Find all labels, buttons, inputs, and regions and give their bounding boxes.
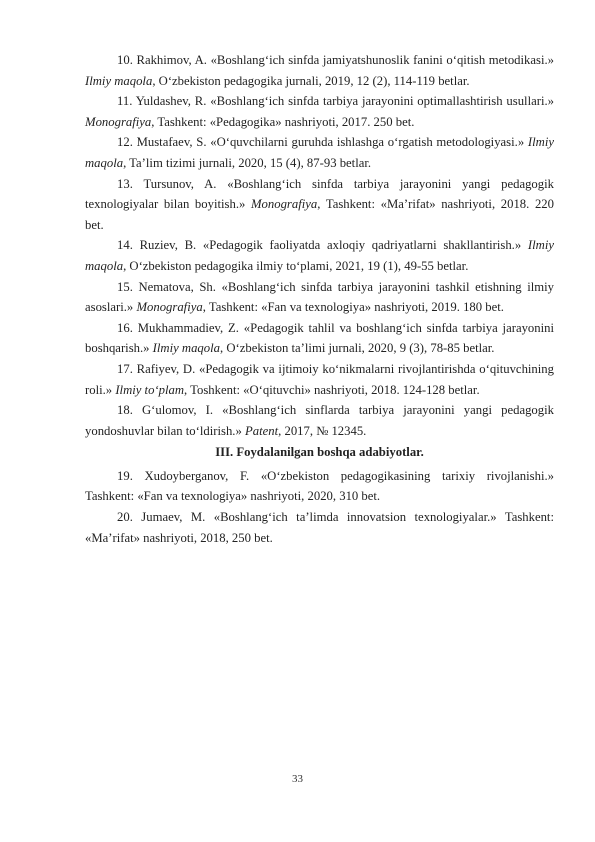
reference-item-14	[85, 235, 554, 276]
reference-source: , Ta’lim tizimi jurnali, 2020, 15 (4), 87-93 betlar.	[123, 155, 372, 170]
reference-source: , Toshkent: «O‘qituvchi» nashriyoti, 2018. 124-128 betlar.	[184, 382, 480, 397]
reference-number: 17.	[117, 361, 133, 376]
reference-item-15	[85, 277, 554, 318]
reference-source: , O‘zbekiston pedagogika ilmiy to‘plami, 2021, 19 (1), 49-55 betlar.	[123, 258, 469, 273]
reference-type: Monografiya	[250, 197, 318, 212]
reference-number: 11.	[117, 94, 133, 109]
bibliography-text	[85, 50, 554, 548]
reference-text: Nematova, Sh. «Boshlang‘ich sinfda tarbiya jarayonini tashkil etishning ilmiy asoslari.»	[85, 279, 554, 315]
reference-item-10	[85, 50, 554, 91]
reference-item-17	[85, 359, 554, 400]
reference-number: 13.	[117, 176, 133, 191]
reference-number: 12.	[117, 135, 133, 150]
reference-number: 14.	[117, 238, 133, 253]
reference-text: Rakhimov, A. «Boshlang‘ich sinfda jamiyatshunoslik fanini o‘qitish metodikasi.»	[132, 53, 554, 67]
reference-source: , 2017, № 12345.	[278, 423, 367, 438]
reference-type: Ilmiy to‘plam	[115, 382, 185, 397]
reference-item-16	[85, 318, 554, 359]
reference-item-18	[85, 400, 554, 441]
reference-type: Patent	[245, 423, 279, 438]
reference-type: Ilmiy maqola	[85, 73, 153, 88]
reference-item-11	[85, 91, 554, 132]
reference-text: G‘ulomov, I. «Boshlang‘ich sinflarda tarbiya jarayonini yangi pedagogik yondoshuvlar bilan to‘ldirish.»	[85, 403, 554, 438]
reference-number: 10.	[117, 53, 133, 67]
reference-item-19	[85, 466, 554, 507]
reference-type: Ilmiy maqola	[85, 135, 554, 170]
reference-source: , Tashkent: «Pedagogika» nashriyoti, 2017. 250 bet.	[151, 114, 415, 129]
reference-source: , O‘zbekiston ta’limi jurnali, 2020, 9 (3), 78-85 betlar.	[219, 341, 495, 356]
reference-item-12	[85, 132, 554, 173]
reference-text: Xudoyberganov, F. «O‘zbekiston pedagogikasining tarixiy rivojlanishi.» Tashkent: «Fan va texnologiya» nashriyoti, 2020, 310 bet.	[85, 468, 554, 504]
reference-type: Monografiya	[85, 114, 152, 129]
reference-item-20	[85, 507, 554, 548]
reference-number: 18.	[117, 403, 133, 418]
reference-type: Ilmiy maqola	[152, 341, 220, 356]
reference-number: 19.	[117, 468, 133, 483]
reference-type: Monografiya	[136, 300, 203, 315]
reference-source: , O‘zbekiston pedagogika jurnali, 2019, 12 (2), 114-119 betlar.	[152, 73, 470, 88]
reference-number: 20.	[117, 510, 133, 525]
reference-text: Jumaev, M. «Boshlang‘ich ta’limda innovatsion texnologiyalar.» Tashkent: «Ma’rifat» nashriyoti, 2018, 250 bet.	[85, 510, 554, 545]
reference-text: Yuldashev, R. «Boshlang‘ich sinfda tarbiya jarayonini optimallashtirish usullari.»	[132, 94, 554, 109]
reference-text: Ruziev, B. «Pedagogik faoliyatda axloqiy qadriyatlarni shakllantirish.»	[132, 238, 528, 253]
reference-text: Mustafaev, S. «O‘quvchilarni guruhda ishlashga o‘rgatish metodologiyasi.»	[132, 135, 528, 150]
page-number: 33	[292, 773, 303, 785]
reference-type: Ilmiy maqola	[85, 238, 554, 273]
section-heading: III. Foydalanilgan boshqa adabiyotlar.	[215, 445, 424, 460]
reference-number: 15.	[117, 279, 133, 294]
reference-item-13	[85, 174, 554, 236]
reference-number: 16.	[117, 320, 133, 335]
reference-source: , Tashkent: «Fan va texnologiya» nashriyoti, 2019. 180 bet.	[202, 300, 504, 315]
reference-text: Mukhammadiev, Z. «Pedagogik tahlil va boshlang‘ich sinfda tarbiya jarayonini boshqarish.»	[85, 320, 554, 356]
reference-text: Rafiyev, D. «Pedagogik va ijtimoiy ko‘nikmalarni rivojlantirishda o‘qituvchining roli.»	[85, 361, 554, 397]
reference-text: Tursunov, A. «Boshlang‘ich sinfda tarbiya jarayonini yangi pedagogik texnologiyalar bilan boyitish.»	[85, 176, 554, 212]
reference-source: , Tashkent: «Ma’rifat» nashriyoti, 2018. 220 bet.	[85, 197, 554, 232]
